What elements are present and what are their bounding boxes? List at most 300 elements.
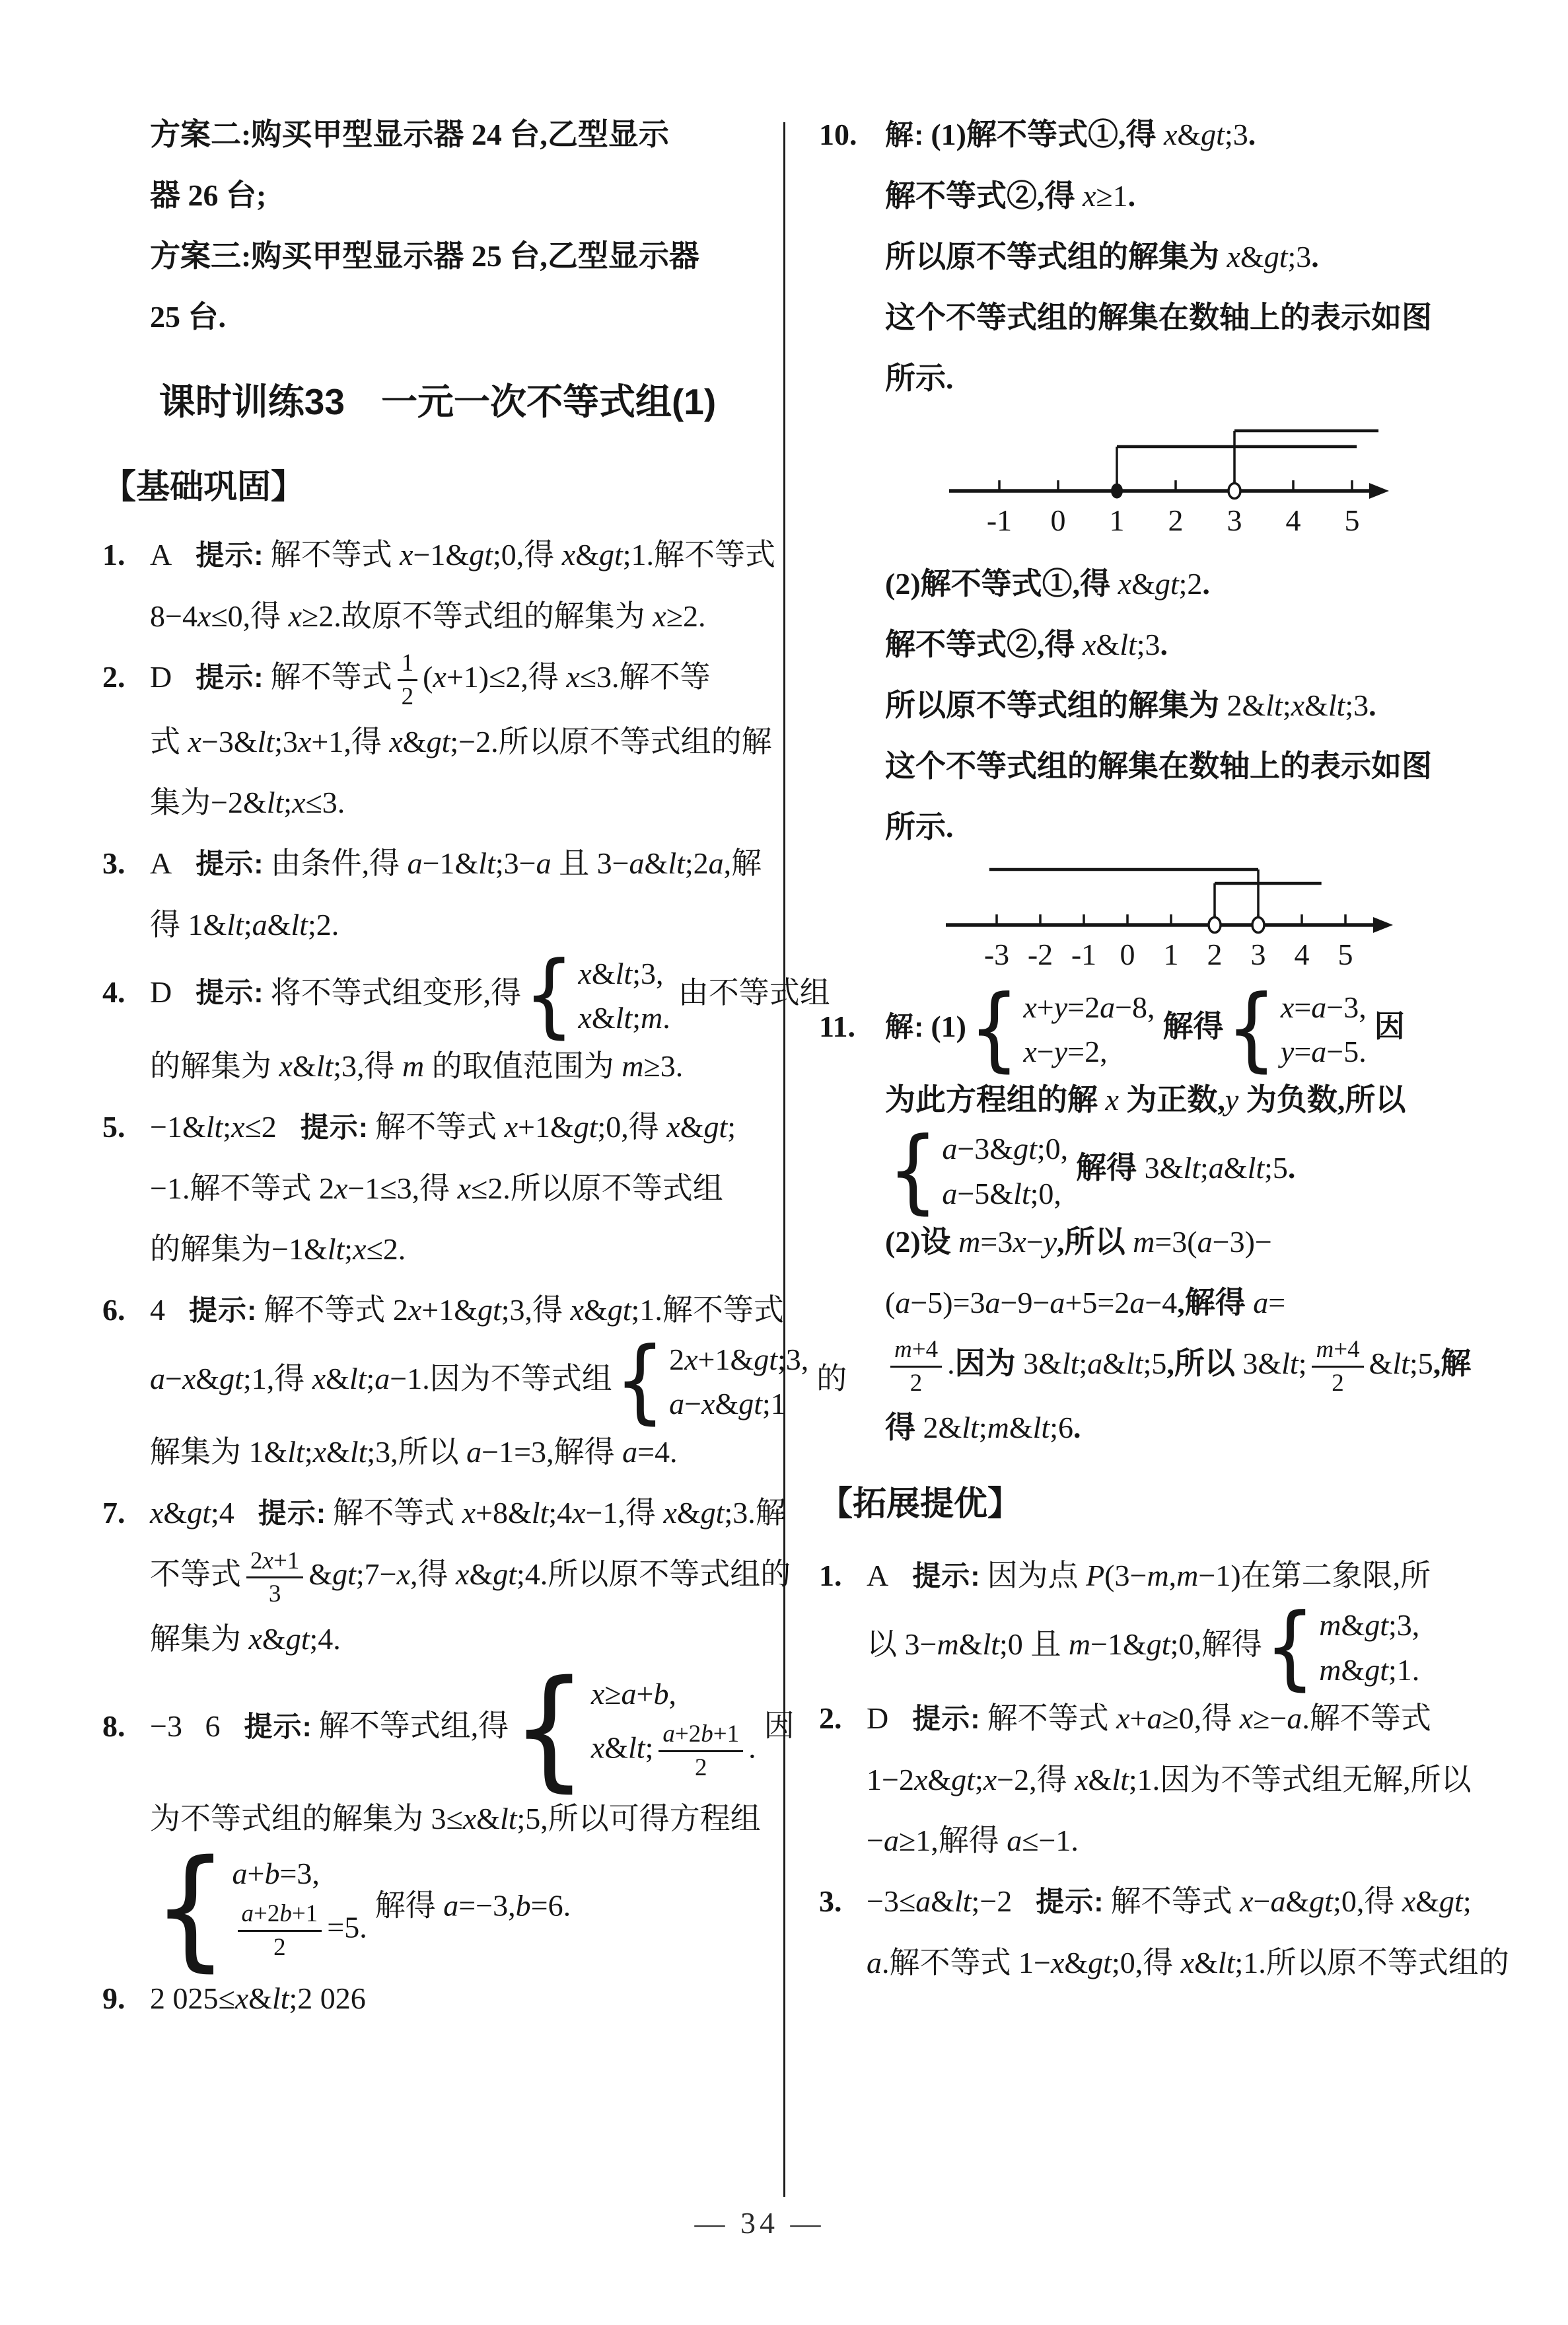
column-divider bbox=[783, 122, 785, 2197]
math-expression: x&gt; bbox=[1402, 1884, 1472, 1918]
hint-text: . bbox=[398, 1232, 406, 1266]
math-expression: (a−5)=3a−9−a+5=2a−4 bbox=[885, 1285, 1178, 1319]
hint-text: .解不等 bbox=[612, 660, 711, 694]
text-line bbox=[102, 772, 773, 833]
brace-row bbox=[1281, 1033, 1367, 1070]
solution-text: . bbox=[1127, 179, 1136, 213]
item-line bbox=[102, 833, 773, 895]
text-line bbox=[102, 226, 773, 287]
hint-label: 提示: bbox=[912, 1703, 981, 1735]
solution-text: 25 台. bbox=[150, 300, 226, 334]
hint-text: .因为不等式组无解,所以 bbox=[1152, 1762, 1472, 1796]
math-expression: x&gt;1 bbox=[570, 1292, 655, 1327]
hint-text: 解不等式 bbox=[264, 1292, 393, 1327]
item-number: 7. bbox=[102, 1496, 125, 1530]
numerator: a+2b+1 bbox=[659, 1720, 743, 1752]
hint-text: .解不等式 bbox=[646, 538, 776, 572]
math-expression: x−y=2, bbox=[1023, 1035, 1108, 1069]
math-expression: a+b=3, bbox=[232, 1857, 320, 1891]
hint-text: ,解得 bbox=[931, 1823, 1007, 1857]
solution-text: 为此方程组的解 bbox=[885, 1083, 1106, 1117]
math-expression: x&lt;1 bbox=[1180, 1945, 1259, 1979]
axis-arrow bbox=[1369, 483, 1389, 499]
solution-text: (2)解不等式①,得 bbox=[885, 567, 1118, 601]
section-heading: 【拓展提优】 bbox=[819, 1485, 1022, 1523]
math-expression: x bbox=[1105, 1083, 1119, 1117]
math-expression: a−5&lt;0, bbox=[942, 1176, 1061, 1210]
math-expression: a≤−1 bbox=[1007, 1823, 1071, 1857]
text-line bbox=[819, 675, 1559, 736]
solution-text: . bbox=[1287, 1151, 1296, 1185]
answer-expression: x&gt;4 bbox=[150, 1496, 234, 1530]
solution-text: ,所以 bbox=[1166, 1346, 1243, 1380]
math-expression: x&gt;4 bbox=[248, 1621, 334, 1656]
open-endpoint-circle bbox=[1252, 918, 1264, 933]
item-number: 3. bbox=[102, 846, 125, 880]
math-expression: 1&lt;a&lt;2 bbox=[188, 907, 332, 941]
math-expression: 2x+1&gt;3, bbox=[669, 1342, 809, 1376]
hint-label: 提示: bbox=[189, 1294, 258, 1327]
left-brace-icon: { bbox=[511, 1652, 587, 1805]
hint-text: . bbox=[675, 1049, 684, 1083]
text-line bbox=[819, 348, 1559, 409]
hint-text: .因为不等式组 bbox=[422, 1361, 612, 1395]
math-expression: x&lt;m. bbox=[578, 1000, 670, 1035]
math-expression: x&gt;1 bbox=[561, 538, 647, 572]
hint-text: 在第二象限,所 bbox=[1240, 1559, 1431, 1593]
hint-text: 的解集为 bbox=[150, 1049, 279, 1083]
brace-row bbox=[942, 1175, 1068, 1212]
brace-row bbox=[232, 1855, 367, 1892]
answer-expression: −1&lt;x≤2 bbox=[150, 1109, 277, 1144]
math-expression: 3−a&lt;2a bbox=[596, 846, 724, 880]
brace-row bbox=[1023, 1033, 1155, 1070]
item-number: 5. bbox=[102, 1109, 125, 1144]
hint-text: 式 bbox=[150, 724, 188, 758]
math-expression: −2&lt;x≤3 bbox=[211, 785, 338, 819]
item-line bbox=[819, 1545, 1559, 1607]
math-expression: x&gt;−2 bbox=[389, 724, 491, 758]
math-expression: x−a&gt;0 bbox=[1240, 1884, 1357, 1918]
solution-text: 方案二:购买甲型显示器 24 台,乙型显示 bbox=[150, 118, 669, 151]
brace-row bbox=[578, 1000, 670, 1036]
math-expression: x&gt; bbox=[666, 1109, 736, 1144]
hint-text: .所以原不等式组 bbox=[503, 1171, 723, 1205]
hint-text: ,得 bbox=[520, 660, 567, 694]
text-line bbox=[102, 1422, 773, 1483]
hint-text: 解集为 bbox=[150, 1435, 249, 1469]
fraction bbox=[246, 1547, 303, 1609]
hint-text: ,得 bbox=[524, 1292, 571, 1327]
brace-row bbox=[578, 955, 670, 992]
hint-text: . bbox=[337, 785, 345, 819]
tick-label: -1 bbox=[986, 503, 1013, 537]
solution-text: . bbox=[1369, 688, 1376, 722]
math-expression: a−1&lt;3−a bbox=[407, 846, 552, 880]
tick-label: 0 bbox=[1120, 938, 1135, 971]
math-expression: x&gt;2 bbox=[1118, 567, 1203, 601]
hint-text: 因为点 bbox=[987, 1559, 1087, 1593]
hint-text: .解不等式 bbox=[1302, 1701, 1431, 1735]
text-line bbox=[819, 1273, 1559, 1333]
hint-text: .所以原不等式组的 bbox=[540, 1557, 791, 1592]
hint-label: 提示: bbox=[244, 1711, 312, 1743]
hint-text: . bbox=[697, 599, 706, 633]
hint-text: ,得 bbox=[357, 1049, 403, 1083]
math-expression: &lt;5 bbox=[1369, 1346, 1433, 1380]
hint-text: ,解得 bbox=[546, 1435, 623, 1469]
lesson-title: 课时训练33 一元一次不等式组(1) bbox=[159, 381, 717, 422]
tick-label: 4 bbox=[1285, 503, 1301, 537]
solution-text: ,解 bbox=[1433, 1346, 1472, 1380]
math-expression: x&lt;1 bbox=[1075, 1762, 1153, 1796]
item-number: 9. bbox=[102, 1981, 125, 2015]
math-expression: x+1&gt;0 bbox=[504, 1109, 622, 1144]
brace-row bbox=[591, 1676, 756, 1712]
math-expression: m−1&gt;0 bbox=[1068, 1627, 1194, 1662]
answer-letter: D bbox=[867, 1701, 889, 1735]
left-brace-icon: { bbox=[968, 976, 1020, 1082]
hint-text: .解不等式 bbox=[655, 1292, 784, 1327]
answer-letter: D bbox=[150, 660, 172, 694]
math-expression: x+8&lt;4x−1 bbox=[462, 1496, 618, 1530]
number-line-figure bbox=[948, 417, 1559, 543]
item-number: 10. bbox=[819, 118, 857, 151]
math-expression: 3&lt;a&lt;5 bbox=[1023, 1346, 1167, 1380]
text-line bbox=[102, 895, 773, 955]
solution-text: . bbox=[1073, 1411, 1081, 1445]
solution-text: 因 bbox=[1374, 1009, 1405, 1043]
text-line bbox=[102, 287, 773, 348]
math-expression: a bbox=[867, 1945, 882, 1979]
solution-text: . bbox=[1202, 567, 1210, 601]
math-expression: a=4 bbox=[622, 1435, 670, 1469]
brace-group bbox=[524, 942, 670, 1049]
solution-text: 所示. bbox=[885, 361, 954, 395]
text-line bbox=[102, 586, 773, 647]
hint-text: 得 bbox=[150, 907, 188, 941]
hint-text: 为不等式组的解集为 bbox=[150, 1801, 431, 1835]
fraction bbox=[1312, 1335, 1363, 1397]
solution-text: 解得 bbox=[1162, 1009, 1224, 1043]
text-line bbox=[102, 1544, 791, 1609]
text-line bbox=[102, 104, 773, 165]
solution-text: (2)设 bbox=[885, 1224, 959, 1259]
hint-text: 解不等式 bbox=[987, 1701, 1117, 1735]
hint-label: 解: bbox=[885, 1011, 925, 1043]
math-expression: a=−3,b=6 bbox=[443, 1888, 563, 1923]
solution-text: (1)解不等式①,得 bbox=[931, 118, 1164, 151]
math-expression: &gt;7−x bbox=[308, 1557, 411, 1592]
hint-text: 解不等式 bbox=[270, 660, 392, 694]
text-line bbox=[819, 1118, 1559, 1224]
text-line bbox=[102, 1832, 773, 1985]
denominator: 3 bbox=[268, 1580, 281, 1608]
hint-text: 解集为 bbox=[150, 1621, 249, 1656]
item-number: 1. bbox=[102, 538, 125, 572]
right-column bbox=[819, 104, 1559, 1993]
text-line bbox=[102, 712, 773, 772]
hint-text: ,得 bbox=[1135, 1945, 1181, 1979]
math-expression: 2&lt;m&lt;6 bbox=[923, 1411, 1073, 1445]
math-expression: x&lt;3, bbox=[578, 956, 664, 990]
hint-label: 解: bbox=[885, 120, 925, 151]
hint-text: 的取值范围为 bbox=[424, 1049, 622, 1083]
solution-set-number-line-2 bbox=[944, 864, 1394, 975]
numerator: 2x+1 bbox=[246, 1547, 303, 1579]
math-expression: x+y=2a−8, bbox=[1023, 990, 1155, 1024]
answer-letter: A bbox=[150, 538, 172, 572]
math-expression: x&lt;3 bbox=[279, 1049, 357, 1083]
solution-text: ,解得 bbox=[1177, 1285, 1254, 1319]
axis-arrow bbox=[1373, 917, 1393, 933]
section-heading: 【基础巩固】 bbox=[102, 468, 305, 505]
solution-text: 所以原不等式组的解集为 bbox=[885, 688, 1227, 722]
text-line bbox=[819, 1933, 1559, 1993]
solution-text: 所以原不等式组的解集为 bbox=[885, 240, 1227, 274]
left-brace-icon: { bbox=[614, 1328, 666, 1434]
math-expression: x=a−3, bbox=[1280, 990, 1367, 1024]
math-expression: . bbox=[748, 1731, 756, 1765]
denominator: 2 bbox=[273, 1934, 286, 1962]
item-line bbox=[102, 942, 830, 1049]
math-expression: x&lt;3 bbox=[1083, 628, 1160, 661]
math-expression: x≥−a bbox=[1239, 1701, 1302, 1735]
math-expression: a= bbox=[1253, 1285, 1286, 1319]
item-line bbox=[819, 1688, 1559, 1750]
tick-label: 1 bbox=[1163, 938, 1179, 971]
brace-group bbox=[888, 1118, 1069, 1224]
hint-text: ,所以可得方程组 bbox=[540, 1801, 761, 1835]
denominator: 2 bbox=[1332, 1369, 1344, 1397]
text-line bbox=[102, 1609, 773, 1670]
tick-label: 2 bbox=[1168, 503, 1184, 537]
numerator: m+4 bbox=[890, 1335, 942, 1368]
hint-label: 提示: bbox=[300, 1111, 369, 1144]
math-expression: m&gt;1. bbox=[1319, 1652, 1420, 1687]
hint-text: 的解集为 bbox=[150, 1232, 271, 1266]
text-line bbox=[102, 165, 773, 226]
math-expression: (x+1)≤2 bbox=[423, 660, 521, 694]
item-line bbox=[102, 525, 776, 586]
solution-text: 所示. bbox=[885, 810, 954, 844]
math-expression: =5. bbox=[327, 1911, 367, 1945]
hint-label: 提示: bbox=[196, 977, 264, 1010]
math-expression: y=a−5. bbox=[1280, 1035, 1367, 1069]
solution-text: 方案三:购买甲型显示器 25 台,乙型显示器 bbox=[150, 239, 699, 273]
item-line bbox=[102, 1483, 786, 1544]
brace-group bbox=[614, 1328, 809, 1434]
text-line bbox=[819, 1750, 1559, 1810]
item-number: 2. bbox=[102, 660, 125, 694]
tick-label: -1 bbox=[1071, 938, 1097, 971]
hint-text: .解不等式 bbox=[182, 1171, 319, 1205]
hint-text: 将不等式组变形,得 bbox=[270, 975, 522, 1010]
hint-text: 集为 bbox=[150, 785, 211, 819]
number-line-figure bbox=[944, 864, 1559, 978]
math-expression: 3−m&lt;0 bbox=[904, 1627, 1023, 1662]
hint-text: . bbox=[333, 1621, 341, 1656]
tick-label: 5 bbox=[1344, 503, 1360, 537]
item-number: 4. bbox=[102, 975, 125, 1010]
solution-text: 这个不等式组的解集在数轴上的表示如图 bbox=[885, 749, 1432, 783]
solution-set-number-line-1 bbox=[948, 417, 1390, 540]
hint-text: 由不等式组 bbox=[678, 975, 830, 1010]
tick-label: 0 bbox=[1050, 503, 1066, 537]
numerator: 1 bbox=[398, 649, 418, 681]
left-brace-icon: { bbox=[524, 942, 575, 1049]
text-line bbox=[819, 1594, 1559, 1700]
text-line bbox=[102, 1036, 773, 1097]
text-line bbox=[819, 1333, 1559, 1398]
solution-text: (1) bbox=[931, 1009, 966, 1043]
hint-text: 且 bbox=[1022, 1627, 1069, 1662]
tick-label: 4 bbox=[1294, 938, 1310, 971]
answer-letter: D bbox=[150, 975, 172, 1010]
math-expression: 1−2x&gt;x−2 bbox=[867, 1762, 1030, 1796]
hint-text: 不等式 bbox=[150, 1557, 241, 1592]
tick-label: -3 bbox=[983, 938, 1010, 971]
tick-label: 2 bbox=[1207, 938, 1223, 971]
tick-label: 3 bbox=[1250, 938, 1266, 971]
text-line bbox=[819, 614, 1559, 675]
math-expression: 1−x&gt;0 bbox=[1018, 1945, 1135, 1979]
denominator: 2 bbox=[401, 683, 414, 710]
denominator: 2 bbox=[909, 1369, 923, 1397]
hint-text: .故原不等式组的解集为 bbox=[334, 599, 653, 633]
brace-group bbox=[153, 1832, 367, 1985]
math-expression: −1 bbox=[150, 1171, 182, 1205]
tick-label: 5 bbox=[1337, 938, 1353, 971]
hint-label: 提示: bbox=[258, 1498, 327, 1530]
solution-text: 这个不等式组的解集在数轴上的表示如图 bbox=[885, 301, 1432, 334]
math-expression: x&gt;3 bbox=[1227, 240, 1312, 274]
hint-label: 提示: bbox=[196, 848, 264, 880]
hint-text: ,得 bbox=[411, 1171, 458, 1205]
item-line bbox=[102, 1652, 795, 1805]
math-expression: 3&lt; bbox=[1242, 1346, 1307, 1380]
brace-row bbox=[232, 1900, 367, 1962]
hint-text: 解得 bbox=[374, 1888, 444, 1923]
fraction bbox=[890, 1335, 942, 1397]
math-expression: x&lt;a−1 bbox=[312, 1361, 423, 1395]
math-expression: a−1=3 bbox=[466, 1435, 547, 1469]
math-expression: . bbox=[947, 1346, 955, 1380]
hint-text: .所以原不等式组的 bbox=[1258, 1945, 1509, 1979]
denominator: 2 bbox=[694, 1754, 707, 1782]
math-expression: m bbox=[402, 1049, 425, 1083]
hint-text: 且 bbox=[551, 846, 597, 880]
hint-text: . bbox=[563, 1888, 571, 1923]
math-expression: y bbox=[1225, 1083, 1239, 1117]
brace-row bbox=[1319, 1652, 1419, 1688]
math-expression: x&gt;4 bbox=[456, 1557, 540, 1592]
text-line bbox=[819, 797, 1559, 858]
hint-text: 由条件,得 bbox=[270, 846, 408, 880]
solution-text: ,所以 bbox=[1057, 1224, 1133, 1259]
solution-text: 为正数, bbox=[1118, 1083, 1225, 1117]
math-expression: 3≤x&lt;5 bbox=[431, 1801, 541, 1835]
text-line bbox=[102, 1328, 847, 1434]
item-line bbox=[819, 104, 1559, 166]
math-expression: x+a≥0 bbox=[1116, 1701, 1194, 1735]
item-number: 1. bbox=[819, 1559, 842, 1593]
solution-text: 得 bbox=[885, 1411, 923, 1445]
solution-text: 解不等式②,得 bbox=[885, 179, 1083, 213]
answer-letter: A bbox=[150, 846, 172, 880]
left-brace-icon: { bbox=[888, 1118, 939, 1224]
answer-expression: −3 6 bbox=[150, 1709, 221, 1743]
text-line bbox=[819, 166, 1559, 227]
numerator: m+4 bbox=[1312, 1335, 1363, 1368]
math-expression: x&gt;3 bbox=[663, 1496, 748, 1530]
hint-text: ,解 bbox=[723, 846, 762, 880]
math-expression: m=3x−y bbox=[958, 1224, 1057, 1259]
tick-label: 3 bbox=[1227, 503, 1242, 537]
fraction bbox=[398, 649, 418, 711]
math-expression: x&lt; bbox=[590, 1731, 654, 1765]
item-number: 8. bbox=[102, 1709, 125, 1743]
item-number: 3. bbox=[819, 1884, 842, 1918]
tick-label: 1 bbox=[1109, 503, 1125, 537]
hint-text: .解不等式 bbox=[882, 1945, 1018, 1979]
math-expression: a−3&gt;0, bbox=[942, 1132, 1069, 1166]
brace-row bbox=[591, 1720, 756, 1782]
math-expression: x≥2 bbox=[288, 599, 334, 633]
hint-text: ,得 bbox=[621, 1109, 667, 1144]
text-line bbox=[819, 287, 1559, 348]
math-expression: x&gt;3 bbox=[1163, 118, 1248, 151]
brace-row bbox=[1319, 1607, 1419, 1643]
page-number-text: — 34 — bbox=[694, 2206, 825, 2240]
math-expression: 8−4x≤0 bbox=[150, 599, 243, 633]
solution-text: 解不等式②,得 bbox=[885, 628, 1083, 661]
math-expression: x≥2 bbox=[653, 599, 698, 633]
hint-text: . bbox=[1071, 1823, 1079, 1857]
left-brace-icon: { bbox=[1264, 1594, 1316, 1700]
item-number: 11. bbox=[819, 1009, 855, 1043]
solution-text: 解得 bbox=[1076, 1151, 1145, 1185]
solution-text: . bbox=[1248, 118, 1256, 151]
hint-label: 提示: bbox=[196, 662, 264, 694]
hint-text: ,得 bbox=[1194, 1701, 1240, 1735]
hint-text: 解不等式 bbox=[270, 538, 400, 572]
math-expression: m&gt;3, bbox=[1319, 1608, 1420, 1642]
math-expression: −a≥1 bbox=[867, 1823, 931, 1857]
hint-text: .所以原不等式组的解 bbox=[491, 724, 772, 758]
hint-text: 因 bbox=[764, 1709, 795, 1743]
hint-label: 提示: bbox=[912, 1561, 981, 1593]
brace-group bbox=[968, 976, 1155, 1082]
answer-letter: A bbox=[867, 1559, 889, 1593]
text-line bbox=[819, 736, 1559, 797]
hint-text: ,得 bbox=[410, 1557, 456, 1592]
left-brace-icon: { bbox=[153, 1832, 229, 1985]
brace-row bbox=[1023, 989, 1155, 1025]
hint-text: 以 bbox=[867, 1627, 905, 1662]
brace-group bbox=[511, 1652, 756, 1805]
item-line bbox=[102, 1280, 784, 1341]
fraction bbox=[659, 1720, 743, 1782]
hint-text: ,得 bbox=[1356, 1884, 1402, 1918]
math-expression: x≤3 bbox=[566, 660, 612, 694]
hint-text: ,得 bbox=[266, 1361, 312, 1395]
math-expression: x−3&lt;3x+1 bbox=[188, 724, 344, 758]
math-expression: m=3(a−3)− bbox=[1133, 1224, 1272, 1259]
open-endpoint-circle bbox=[1229, 484, 1240, 499]
closed-endpoint-dot bbox=[1111, 484, 1123, 499]
hint-label: 提示: bbox=[1036, 1886, 1104, 1918]
